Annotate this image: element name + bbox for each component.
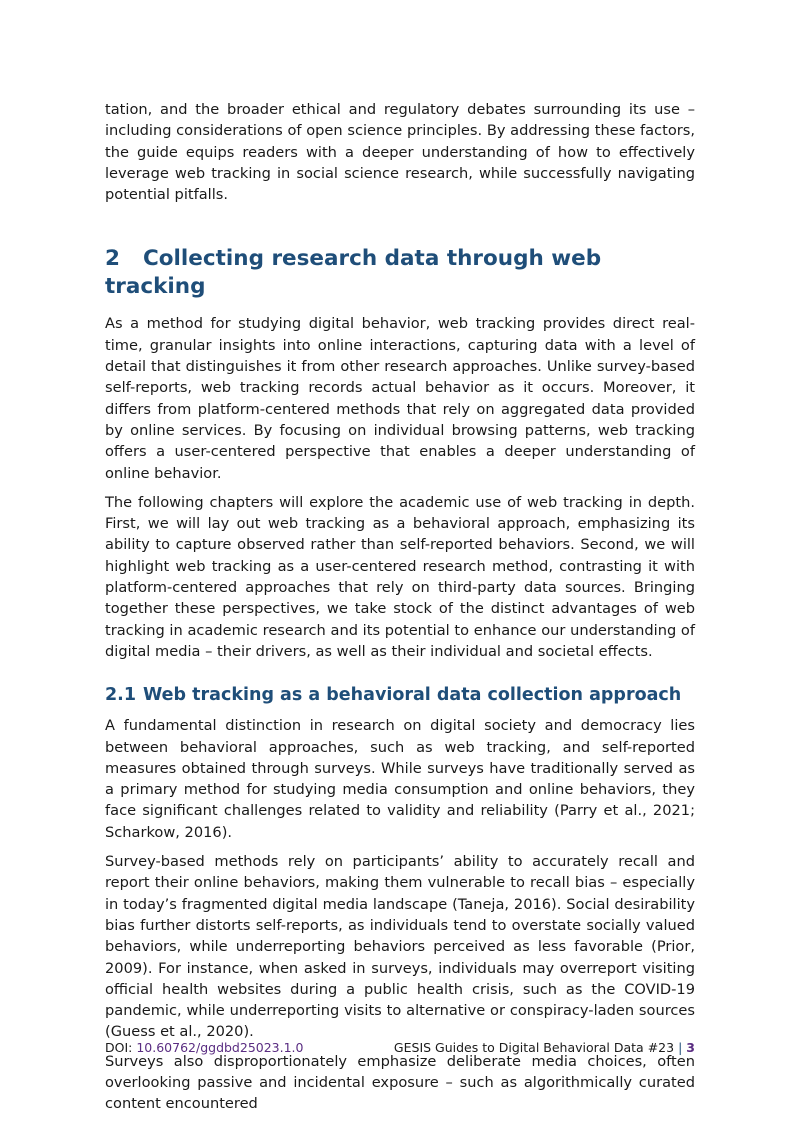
footer-separator: | xyxy=(678,1040,683,1055)
subsection-heading xyxy=(105,684,695,706)
section-title: Collecting research data through web tracking xyxy=(105,246,602,300)
footer-right xyxy=(394,1040,695,1055)
section-heading xyxy=(105,245,695,301)
intro-paragraph: tation, and the broader ethical and regulatory debates surrounding its use – including considerations of open science principles. By addressing these factors, the guide equips readers with a deeper understanding of how to effectively leverage web tracking in social science research, while successfully navigating potential pitfalls. xyxy=(105,101,695,204)
body-paragraph: As a method for studying digital behavior, web tracking provides direct real-time, granular insights into online interactions, capturing data with a level of detail that distinguishes it from other research approaches. Unlike survey-based self-reports, web tracking records actual behavior as it occurs. Moreover, it differs from platform-centered methods that rely on aggregated data provided by online services. By focusing on individual browsing patterns, web tracking offers a user-centered perspective that enables a deeper understanding of online behavior. xyxy=(105,315,695,482)
body-paragraph: A fundamental distinction in research on digital society and democracy lies between behavioral approaches, such as web tracking, and self-reported measures obtained through surveys. While surveys have traditionally served as a primary method for studying media consumption and online behaviors, they face significant challenges related to validity and reliability (Parry et al., 2021; Scharkow, 2016). xyxy=(105,717,695,841)
doi-label: DOI: xyxy=(105,1040,137,1055)
page-body xyxy=(105,99,695,1123)
subsection-number: 2.1 xyxy=(105,685,137,706)
body-paragraph: Surveys also disproportionately emphasize deliberate media choices, often overlooking passive and incidental exposure – such as algorithmically curated content encountered xyxy=(105,1052,695,1113)
subsection-title: Web tracking as a behavioral data collection approach xyxy=(143,685,682,706)
doi-link[interactable]: 10.60762/ggdbd25023.1.0 xyxy=(136,1040,304,1055)
section-number: 2 xyxy=(105,246,120,272)
series-title: GESIS Guides to Digital Behavioral Data #23 xyxy=(393,1040,675,1055)
page-footer xyxy=(105,1040,695,1055)
body-paragraph: Survey-based methods rely on participants’ ability to accurately recall and report their online behaviors, making them vulnerable to recall bias – especially in today’s fragmented digital media landscape (Taneja, 2016). Social desirability bias further distorts self-reports, as individuals tend to overstate socially valued behaviors, while underreporting behaviors perceived as less favorable (Prior, 2009). For instance, when asked in surveys, individuals may overreport visiting official health websites during a public health crisis, such as the COVID-19 pandemic, while underreporting visits to alternative or conspiracy-laden sources (Guess et al., 2020). xyxy=(105,853,695,1041)
body-paragraph: The following chapters will explore the academic use of web tracking in depth. First, we will lay out web tracking as a behavioral approach, emphasizing its ability to capture observed rather than self-reported behaviors. Second, we will highlight web tracking as a user-centered research method, contrasting it with platform-centered approaches that rely on third-party data sources. Bringing together these perspectives, we take stock of the distinct advantages of web tracking in academic research and its potential to enhance our understanding of digital media – their drivers, as well as their individual and societal effects. xyxy=(105,493,695,660)
page-number: 3 xyxy=(686,1040,695,1055)
